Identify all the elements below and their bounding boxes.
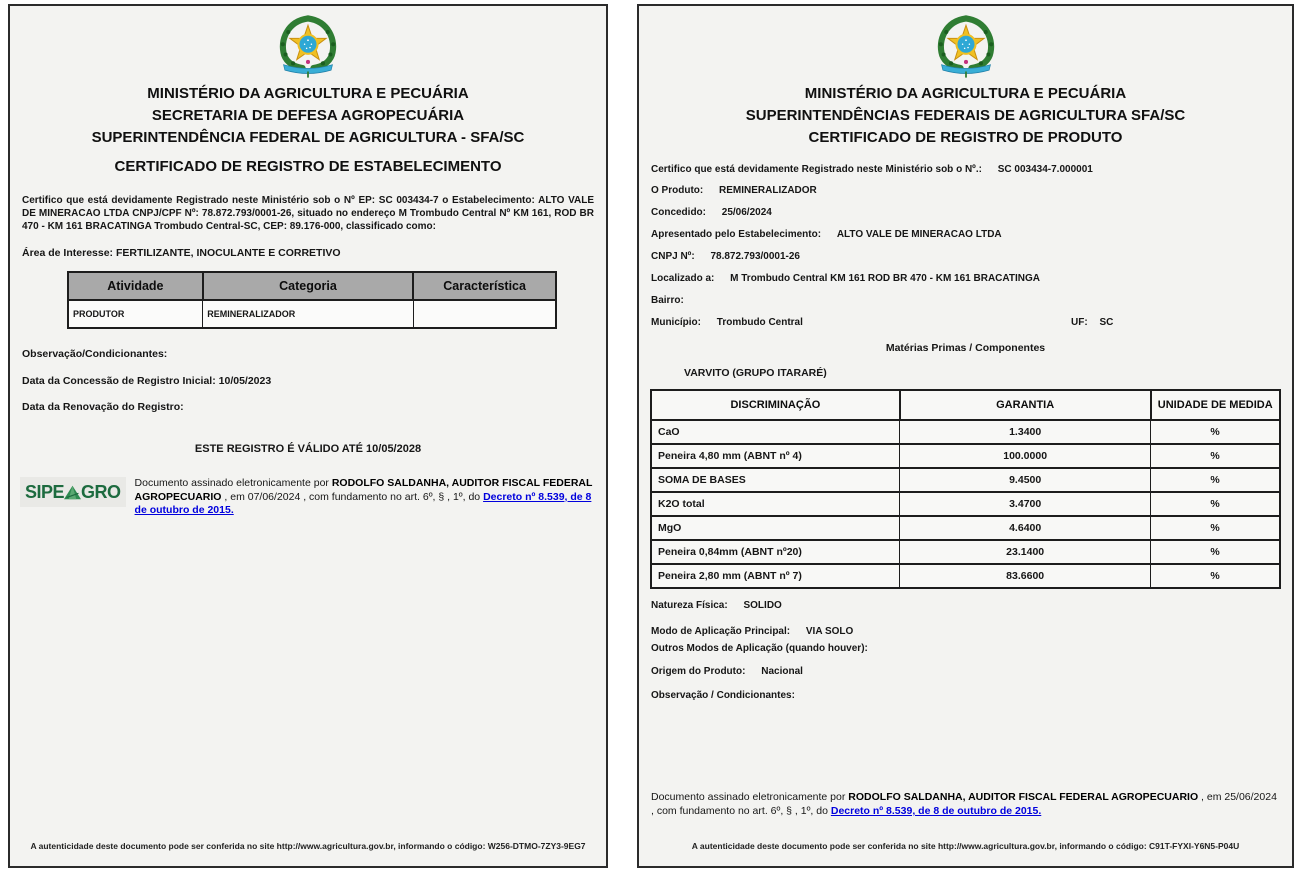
field-value: 78.872.793/0001-26 [710, 251, 800, 262]
cell-unidade: % [1151, 444, 1281, 468]
field-origem [651, 665, 1280, 678]
table-row [651, 516, 1280, 540]
authenticity-footer: A autenticidade deste documento pode ser conferida no site http://www.agricultura.gov.br, informando o código: C91T-FYXI-Y6N5-P04U [691, 841, 1240, 851]
field-label: CNPJ Nº: [651, 251, 695, 262]
cell-unidade: % [1151, 420, 1281, 444]
cell-discriminacao: MgO [651, 516, 900, 540]
ministry-name: MINISTÉRIO DA AGRICULTURA E PECUÁRIA [147, 85, 469, 102]
field-label: Origem do Produto: [651, 666, 746, 677]
cell-unidade: % [1151, 564, 1281, 588]
column-header-unidade: UNIDADE DE MEDIDA [1151, 390, 1281, 420]
field-label: Outros Modos de Aplicação (quando houver): [651, 643, 868, 654]
cell-unidade: % [1151, 540, 1281, 564]
field-localizado [651, 272, 1280, 285]
sipeagro-mountain-icon [64, 485, 81, 500]
cell-garantia: 83.6600 [900, 564, 1151, 588]
activity-table [67, 271, 557, 329]
field-label: Natureza Física: [651, 600, 728, 611]
field-modo-principal [651, 625, 1280, 638]
cell-categoria: REMINERALIZADOR [203, 300, 413, 328]
table-row [68, 300, 556, 328]
materias-primas-title: Matérias Primas / Componentes [885, 342, 1046, 354]
table-row [651, 564, 1280, 588]
field-value: 25/06/2024 [721, 207, 772, 218]
registration-number-line [651, 164, 1280, 175]
field-value: SOLIDO [743, 600, 782, 611]
superintendence-name: SUPERINTENDÊNCIAS FEDERAIS DE AGRICULTURA SFA/SC [745, 107, 1186, 124]
sipeagro-logo [20, 477, 126, 507]
cell-garantia: 3.4700 [900, 492, 1151, 516]
cell-discriminacao: Peneira 0,84mm (ABNT nº20) [651, 540, 900, 564]
data-renovacao: Data da Renovação do Registro: [22, 401, 184, 413]
uf-value: SC [1099, 317, 1114, 328]
cell-garantia: 100.0000 [900, 444, 1151, 468]
certificate-establishment-page [8, 4, 608, 868]
signature-prefix: Documento assinado eletronicamente por [134, 477, 329, 489]
cell-unidade: % [1151, 492, 1281, 516]
field-value: VIA SOLO [805, 626, 854, 637]
field-value: M Trombudo Central KM 161 ROD BR 470 - KM 161 BRACATINGA [730, 273, 1040, 284]
field-cnpj [651, 250, 1280, 263]
field-value: ALTO VALE DE MINERACAO LTDA [836, 229, 1002, 240]
registro-value: SC 003434-7.000001 [997, 164, 1093, 175]
cell-unidade: % [1151, 468, 1281, 492]
area-of-interest: Área de Interesse: FERTILIZANTE, INOCULANTE E CORRETIVO [22, 247, 341, 259]
brazil-coat-of-arms-icon [272, 13, 344, 81]
observacao-label: Observação / Condicionantes: [651, 690, 795, 701]
signature-details: , em 07/06/2024 , com fundamento no art. 6º, § , 1º, do [224, 490, 481, 503]
field-municipio [651, 316, 1280, 329]
table-row [651, 468, 1280, 492]
signer-name: RODOLFO SALDANHA, AUDITOR FISCAL FEDERAL AGROPECUARIO [848, 791, 1199, 803]
decree-link[interactable]: Decreto nº 8.539, de 8 de outubro de 2015. [830, 805, 1042, 817]
table-row [651, 492, 1280, 516]
field-label: Bairro: [651, 295, 684, 306]
decree-link[interactable]: Decreto nº 8.539, de 8 de outubro de 2015. [134, 490, 592, 516]
document-title: CERTIFICADO DE REGISTRO DE PRODUTO [808, 129, 1123, 146]
cell-discriminacao: Peneira 2,80 mm (ABNT nº 7) [651, 564, 900, 588]
certificate-product-page [637, 4, 1294, 868]
field-bairro [651, 294, 1280, 307]
signature-prefix: Documento assinado eletronicamente por [651, 791, 846, 803]
cell-discriminacao: SOMA DE BASES [651, 468, 900, 492]
field-natureza [651, 599, 1280, 612]
column-header-garantia: GARANTIA [900, 390, 1151, 420]
signature-text [651, 790, 1280, 818]
field-label: Apresentado pelo Estabelecimento: [651, 229, 822, 240]
table-row [651, 420, 1280, 444]
column-header-categoria: Categoria [203, 272, 413, 300]
brazil-coat-of-arms-icon [930, 13, 1002, 81]
field-value: REMINERALIZADOR [719, 185, 817, 196]
guarantee-table-header-row [651, 390, 1280, 420]
authenticity-footer: A autenticidade deste documento pode ser conferida no site http://www.agricultura.gov.br, informando o código: W256-DTMO-7ZY3-9EG7 [30, 841, 586, 851]
cell-discriminacao: CaO [651, 420, 900, 444]
secretary-name: SECRETARIA DE DEFESA AGROPECUÁRIA [151, 107, 465, 124]
column-header-atividade: Atividade [68, 272, 203, 300]
field-label: O Produto: [651, 185, 704, 196]
signature-text [135, 477, 596, 518]
sipeagro-logo-text-right: GRO [81, 482, 121, 502]
field-label: Concedido: [651, 207, 706, 218]
field-value: Trombudo Central [716, 317, 803, 328]
validity-statement: ESTE REGISTRO É VÁLIDO ATÉ 10/05/2028 [194, 443, 422, 455]
field-outros-modos [651, 642, 1280, 655]
table-row [651, 444, 1280, 468]
field-value: Nacional [761, 666, 803, 677]
cell-garantia: 1.3400 [900, 420, 1151, 444]
data-concessao: Data da Concessão de Registro Inicial: 10/05/2023 [22, 375, 272, 387]
registro-label: Certifico que está devidamente Registrado neste Ministério sob o Nº.: [651, 164, 982, 175]
activity-table-header-row [68, 272, 556, 300]
ministry-name: MINISTÉRIO DA AGRICULTURA E PECUÁRIA [804, 85, 1127, 102]
field-label: Modo de Aplicação Principal: [651, 626, 791, 637]
materia-prima-item: VARVITO (GRUPO ITARARÉ) [684, 367, 827, 379]
uf-label: UF: [1071, 317, 1088, 328]
field-produto [651, 184, 1280, 197]
superintendence-name: SUPERINTENDÊNCIA FEDERAL DE AGRICULTURA - SFA/SC [91, 129, 525, 146]
cell-discriminacao: K2O total [651, 492, 900, 516]
signature-block [20, 477, 596, 518]
document-title: CERTIFICADO DE REGISTRO DE ESTABELECIMENTO [114, 158, 502, 175]
cell-discriminacao: Peneira 4,80 mm (ABNT nº 4) [651, 444, 900, 468]
column-header-caracteristica: Característica [413, 272, 556, 300]
field-apresentado [651, 228, 1280, 241]
signature-details: , em 25/06/2024 , com fundamento no art. 6º, § , 1º, do [651, 791, 1277, 817]
field-concedido [651, 206, 1280, 219]
cell-caracteristica [413, 300, 556, 328]
column-header-discriminacao: DISCRIMINAÇÃO [651, 390, 900, 420]
observacao-label: Observação/Condicionantes: [22, 348, 168, 360]
registration-paragraph: Certifico que está devidamente Registrado neste Ministério sob o Nº EP: SC 003434-7 o Estabelecimento: ALTO VALE DE MINERACAO LTDA CNPJ/CPF Nº: 78.872.793/0001-26, situado no endereço M Trombudo Central Nº KM 161, ROD BR 470 - KM 161 BRACATINGA Trombudo Central-SC, CEP: 89.176-000, classificado como: [22, 195, 594, 232]
field-uf [1071, 316, 1113, 329]
field-label: Localizado a: [651, 273, 715, 284]
signer-name: RODOLFO SALDANHA, AUDITOR FISCAL FEDERAL AGROPECUARIO [134, 477, 593, 503]
table-row [651, 540, 1280, 564]
cell-garantia: 23.1400 [900, 540, 1151, 564]
cell-garantia: 9.4500 [900, 468, 1151, 492]
field-label: Município: [651, 317, 701, 328]
sipeagro-logo-text-left: SIPE [25, 482, 65, 502]
cell-unidade: % [1151, 516, 1281, 540]
cell-garantia: 4.6400 [900, 516, 1151, 540]
cell-atividade: PRODUTOR [68, 300, 203, 328]
guarantee-table [650, 389, 1281, 589]
